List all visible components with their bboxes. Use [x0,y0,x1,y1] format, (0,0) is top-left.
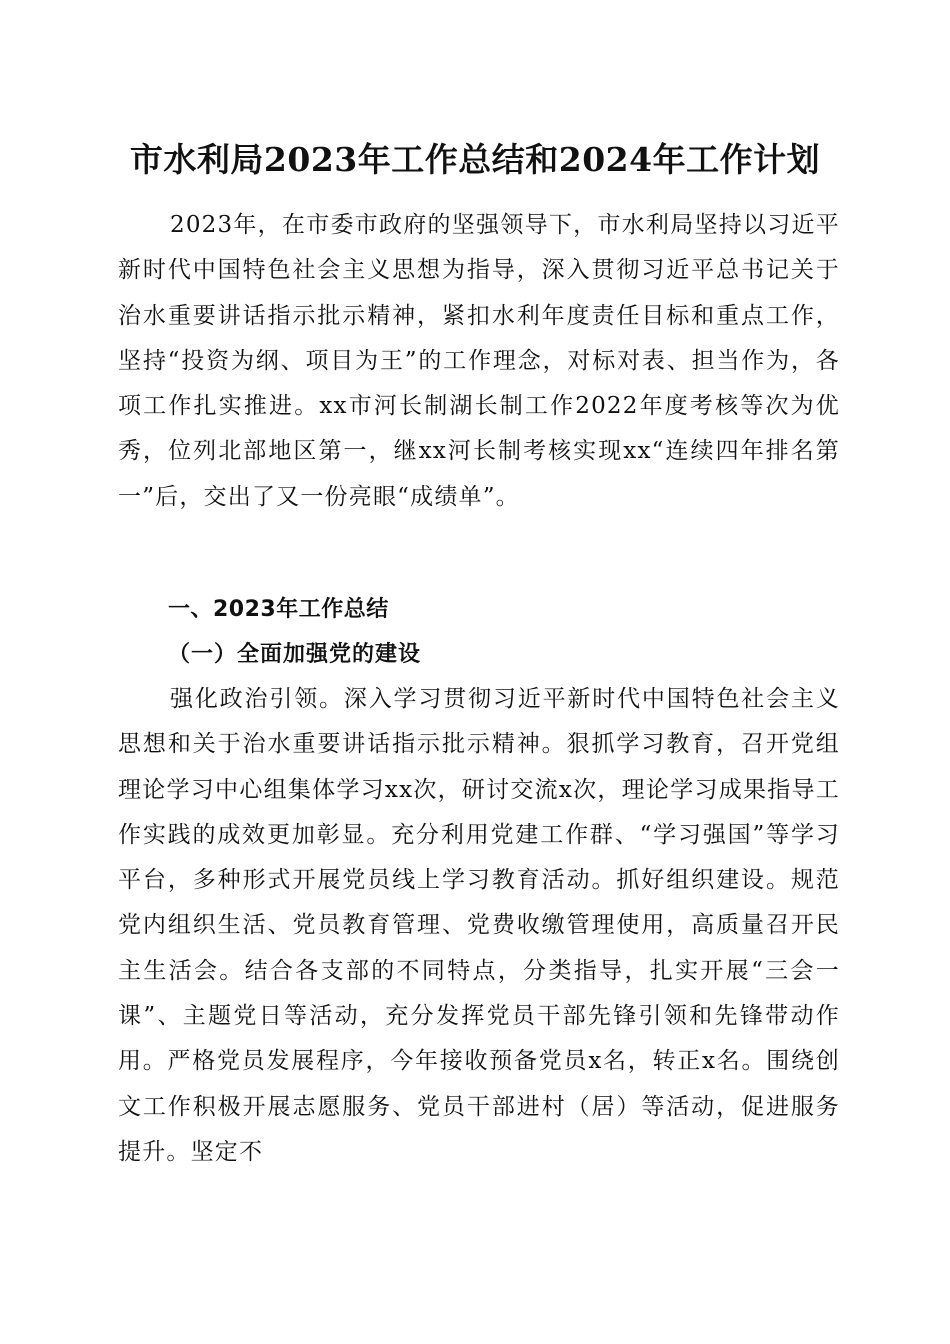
document-title: 市水利局2023年工作总结和2024年工作计划 [129,140,821,179]
section-heading: 一、2023年工作总结 [168,597,389,622]
subsection-heading: （一）全面加强党的建设 [168,641,422,667]
intro-paragraph: 2023年，在市委市政府的坚强领导下，市水利局坚持以习近平新时代中国特色社会主义思想为指导，深入贯彻习近平总书记关于治水重要讲话指示批示精神，紧扣水利年度责任目标和重点工作，坚持“投资为纲、项目为王”的工作理念，对标对表、担当作为，各项工作扎实推进。xx市河长制湖长制工作2022年度考核等次为优秀，位列北部地区第一，继xx河长制考核实现xx“连续四年排名第一”后，交出了又一份亮眼“成绩单”。 [118,212,840,510]
body-paragraph: 强化政治引领。深入学习贯彻习近平新时代中国特色社会主义思想和关于治水重要讲话指示批示精神。狠抓学习教育，召开党组理论学习中心组集体学习xx次，研讨交流x次，理论学习成果指导工作实践的成效更加彰显。充分利用党建工作群、“学习强国”等学习平台，多种形式开展党员线上学习教育活动。抓好组织建设。规范党内组织生活、党员教育管理、党费收缴管理使用，高质量召开民主生活会。结合各支部的不同特点，分类指导，扎实开展“三会一课”、主题党日等活动，充分发挥党员干部先锋引领和先锋带动作用。严格党员发展程序，今年接收预备党员x名，转正x名。围绕创文工作积极开展志愿服务、党员干部进村（居）等活动，促进服务提升。坚定不 [118,686,840,1165]
